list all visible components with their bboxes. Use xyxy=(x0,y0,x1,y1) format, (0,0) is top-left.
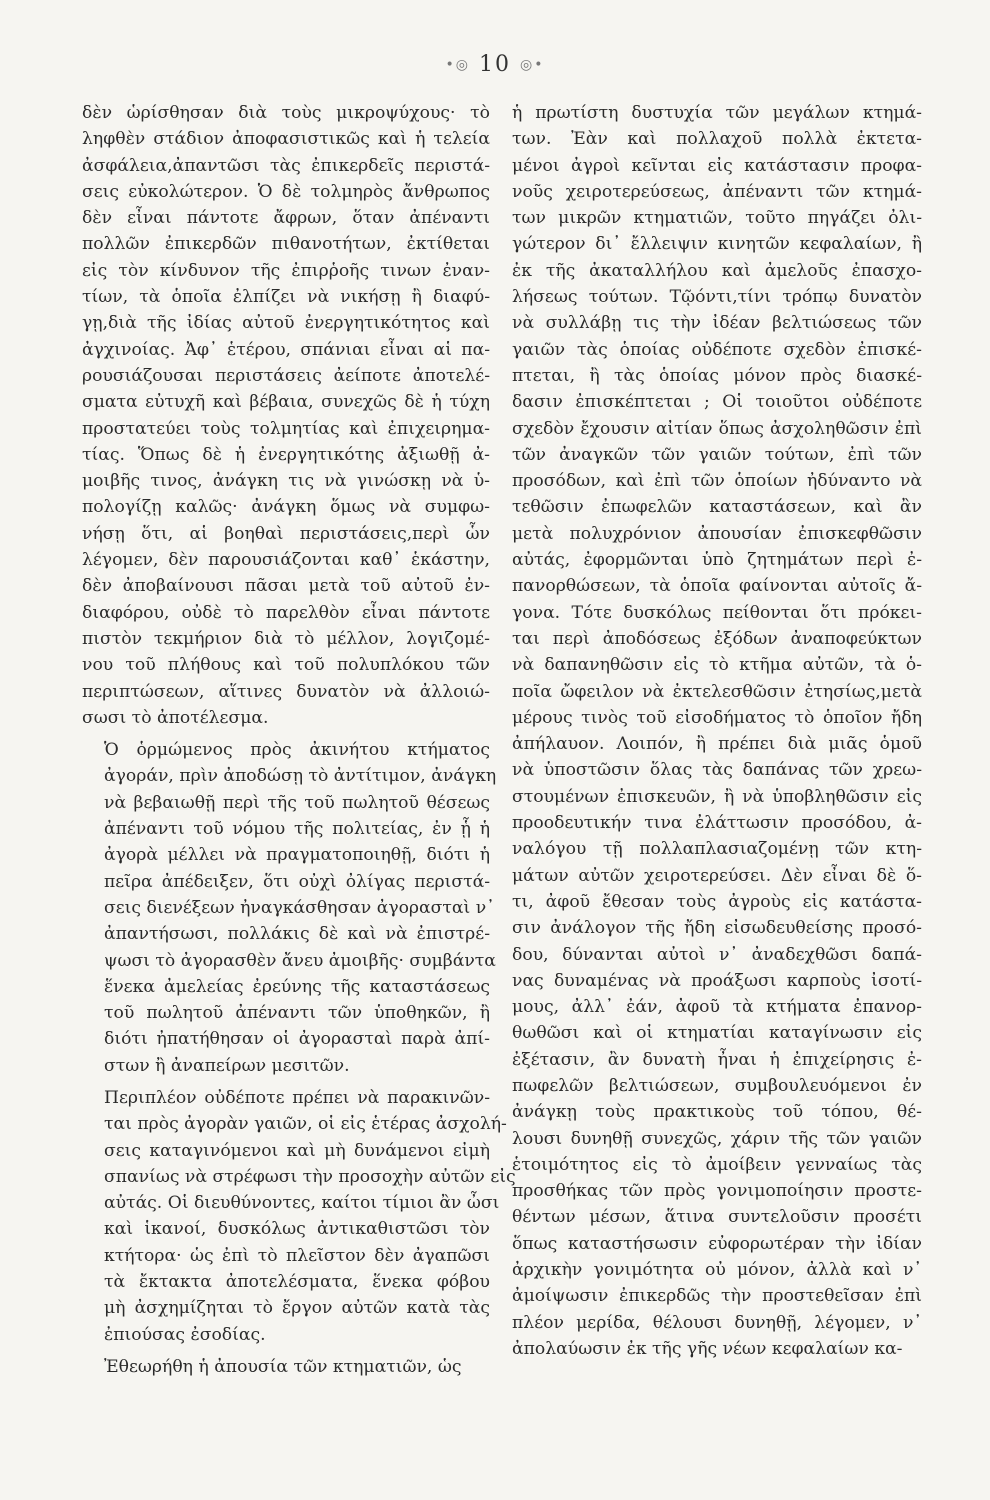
text-line: θέντων μέσων, ἅτινα συντελοῦσιν προσέτι xyxy=(512,1207,922,1228)
text-line: ληφθὲν στάδιον ἀποφασιστικῶς καὶ ἡ τελεία xyxy=(82,129,490,150)
text-line: κτήτορα· ὡς ἐπὶ τὸ πλεῖστον δὲν ἀγαπῶσι xyxy=(104,1245,490,1266)
ornament-right-icon: ◎• xyxy=(520,57,545,73)
text-line: ἀμοίψωσιν ἐπικερδῶς τὴν προστεθεῖσαν ἐπὶ xyxy=(512,1286,922,1307)
paragraph xyxy=(82,1354,490,1380)
text-line: Περιπλέον οὐδέποτε πρέπει νὰ παρακινῶν- xyxy=(104,1087,490,1108)
text-line: Ἐθεωρήθη ἡ ἀπουσία τῶν κτηματιῶν, ὡς xyxy=(104,1356,462,1377)
text-line: ναλόγου τῇ πολλαπλασιαζομένῃ τῶν κτη- xyxy=(512,839,922,860)
text-line: ἀρχικὴν γονιμότητα οὐ μόνον, ἀλλὰ καὶ ν᾽ xyxy=(512,1260,922,1281)
text-line: γαιῶν τὰς ὁποίας οὐδέποτε σχεδὸν ἐπισκέ- xyxy=(512,339,922,360)
text-line: προστατεύει τοὺς τολμητίας καὶ ἐπιχειρημα- xyxy=(82,418,490,439)
text-line: προσθήκας τῶν πρὸς γονιμοποίησιν προστε- xyxy=(512,1181,922,1202)
text-line: νήσῃ ὅτι, αἱ βοηθαὶ περιστάσεις,περὶ ὧν xyxy=(82,523,490,544)
text-line: δὲν ὡρίσθησαν διὰ τοὺς μικροψύχους· τὸ xyxy=(82,103,490,123)
text-line: μους, ἀλλ᾽ ἐάν, ἀφοῦ τὰ κτήματα ἐπανορ- xyxy=(512,997,922,1018)
text-line: δὲν ἀποβαίνουσι πᾶσαι μετὰ τοῦ αὐτοῦ ἐν- xyxy=(82,576,490,597)
text-line: τίων, τὰ ὁποῖα ἐλπίζει νὰ νικήσῃ ἢ διαφύ- xyxy=(82,287,490,308)
right-column xyxy=(512,100,922,1362)
text-line: δου, δύνανται αὐτοὶ ν᾽ ἀναδεχθῶσι δαπά- xyxy=(512,944,922,965)
page-number: 10 xyxy=(479,52,511,77)
text-line: ἀπέναντι τοῦ νόμου τῆς πολιτείας, ἐν ᾗ ἡ xyxy=(104,819,490,840)
ornament-left-icon: •◎ xyxy=(445,57,470,73)
paragraph xyxy=(82,1085,516,1348)
text-line: πωφελῶν βελτιώσεων, συμβουλευόμενοι ἐν xyxy=(512,1075,922,1096)
text-line: νὰ ὑποστῶσιν ὅλας τὰς δαπάνας τῶν χρεω- xyxy=(512,760,922,781)
text-line: στων ἢ ἀναπείρων μεσιτῶν. xyxy=(104,1055,350,1076)
text-line: τὰ ἔκτακτα ἀποτελέσματα, ἕνεκα φόβου xyxy=(104,1272,490,1293)
text-line: ἀγχινοίας. Ἀφ᾽ ἑτέρου, σπάνιαι εἶναι αἱ πα- xyxy=(82,339,490,360)
text-line: νας δυναμένας νὰ προάξωσι καρποὺς ἰσοτί- xyxy=(512,970,922,991)
text-line: γῃ,διὰ τῆς ἰδίας αὐτοῦ ἐνεργητικότητος καὶ xyxy=(82,313,490,334)
text-line: θωθῶσι καὶ οἱ κτηματίαι καταγίνωσιν εἰς xyxy=(512,1023,922,1044)
text-line: σεις καταγινόμενοι καὶ μὴ δυνάμενοι εἰμὴ xyxy=(104,1140,490,1161)
text-line: περιπτώσεων, αἵτινες δυνατὸν νὰ ἀλλοιώ- xyxy=(82,681,490,702)
paragraph xyxy=(82,737,497,1079)
text-line: λέγομεν, δὲν παρουσιάζονται καθ᾽ ἑκάστην, xyxy=(82,550,490,571)
text-line: ἐκ τῆς ἀκαταλλήλου καὶ ἀμελοῦς ἐπασχο- xyxy=(512,260,922,281)
text-line: ἀνάγκῃ τοὺς πρακτικοὺς τοῦ τόπου, θέ- xyxy=(512,1102,922,1123)
text-line: ψωσι τὸ ἀγορασθὲν ἄνευ ἀμοιβῆς· συμβάντα xyxy=(104,950,496,971)
text-line: διότι ἠπατήθησαν οἱ ἀγορασταὶ παρὰ ἀπί- xyxy=(104,1029,490,1050)
text-line: σπανίως νὰ στρέφωσι τὴν προσοχὴν αὐτῶν εἰς xyxy=(104,1166,516,1187)
text-line: γώτερον δι᾽ ἔλλειψιν κινητῶν κεφαλαίων, ἢ xyxy=(512,234,922,255)
text-line: σωσι τὸ ἀποτέλεσμα. xyxy=(82,707,269,728)
text-line: προσόδων, καὶ ἐπὶ τῶν ὁποίων ἠδύναντο νὰ xyxy=(512,471,922,492)
text-line: των. Ἐὰν καὶ πολλαχοῦ πολλὰ ἐκτετα- xyxy=(512,129,922,150)
text-line: μὴ ἀσχημίζηται τὸ ἔργον αὐτῶν κατὰ τὰς xyxy=(104,1298,490,1319)
text-line: ἕνεκα ἀμελείας ἐρεύνης τῆς καταστάσεως xyxy=(104,976,490,997)
text-line: τῶν ἀναγκῶν τῶν γαιῶν τούτων, ἐπὶ τῶν xyxy=(512,444,922,465)
text-line: ἀγοράν, πρὶν ἀποδώσῃ τὸ ἀντίτιμον, ἀνάγκη xyxy=(104,766,497,787)
text-line: πολλῶν ἐπικερδῶν πιθανοτήτων, ἐκτίθεται xyxy=(82,234,490,255)
text-line: πεῖρα ἀπέδειξεν, ὅτι οὐχὶ ὀλίγας περιστά- xyxy=(104,871,490,892)
text-line: μοιβῆς τινος, ἀνάγκη τις νὰ γινώσκῃ νὰ ὑ- xyxy=(82,471,490,492)
text-line: ἡ πρωτίστη δυστυχία τῶν μεγάλων κτημά- xyxy=(512,103,922,123)
text-line: ἐξέτασιν, ἂν δυνατὴ ἦναι ἡ ἐπιχείρησις ἐ- xyxy=(512,1049,922,1070)
text-line: ποῖα ὤφειλον νὰ ἐκτελεσθῶσιν ἐτησίως,μετὰ xyxy=(512,681,922,702)
text-line: λήσεως τούτων. Τῷόντι,τίνι τρόπῳ δυνατὸν xyxy=(512,287,922,308)
text-line: ται πρὸς ἀγορὰν γαιῶν, οἱ εἰς ἑτέρας ἀσχολή- xyxy=(104,1114,507,1135)
text-line: πανορθώσεων, τὰ ὁποῖα φαίνονται αὐτοῖς ἄ- xyxy=(512,576,922,597)
text-line: μάτων αὐτῶν χειροτερεύσει. Δὲν εἶναι δὲ ὅ- xyxy=(512,865,922,886)
text-line: ται περὶ ἀποδόσεως ἐξόδων ἀναποφεύκτων xyxy=(512,628,922,649)
text-line: καὶ ἱκανοί, δυσκόλως ἀντικαθιστῶσι τὸν xyxy=(104,1219,490,1240)
text-line: στουμένων ἐπισκευῶν, ἢ νὰ ὑποβληθῶσιν εἰς xyxy=(512,786,922,807)
text-line: τι, ἀφοῦ ἔθεσαν τοὺς ἀγροὺς εἰς κατάστα- xyxy=(512,891,922,912)
text-line: σεις εὐκολώτερον. Ὁ δὲ τολμηρὸς ἄνθρωπος xyxy=(82,181,490,202)
text-line: λουσι δυνηθῇ συνεχῶς, χάριν τῆς τῶν γαιῶν xyxy=(512,1128,922,1149)
text-line: ὅπως καταστήσωσιν εὐφορωτέραν τὴν ἰδίαν xyxy=(512,1233,922,1254)
page-header xyxy=(0,52,990,77)
text-line: αὐτάς. Οἱ διευθύνοντες, καίτοι τίμιοι ἂν ὦσι xyxy=(104,1193,500,1214)
text-line: αὐτάς, ἐφορμῶνται ὑπὸ ζητημάτων περὶ ἐ- xyxy=(512,550,922,571)
paragraph xyxy=(512,100,922,1362)
text-line: σματα εὐτυχῆ καὶ βέβαια, συνεχῶς δὲ ἡ τύχη xyxy=(82,392,490,413)
text-line: ἀγορὰ μέλλει νὰ πραγματοποιηθῇ, διότι ἡ xyxy=(104,845,490,866)
left-column xyxy=(82,100,516,1380)
text-line: πιστὸν τεκμήριον διὰ τὸ μέλλον, λογιζομέ- xyxy=(82,628,490,649)
text-line: μετὰ πολυχρόνιον ἀπουσίαν ἐπισκεφθῶσιν xyxy=(512,523,922,544)
text-line: νοῦς χειροτερεύσεως, ἀπέναντι τῶν κτημά- xyxy=(512,181,922,202)
text-line: διαφόρου, οὐδὲ τὸ παρελθὸν εἶναι πάντοτε xyxy=(82,602,490,623)
text-line: νὰ δαπανηθῶσιν εἰς τὸ κτῆμα αὐτῶν, τὰ ὁ- xyxy=(512,655,922,676)
text-line: ἑτοιμότητος εἰς τὸ ἀμοίβειν γενναίως τὰς xyxy=(512,1154,922,1175)
text-line: των μικρῶν κτηματιῶν, τοῦτο πηγάζει ὀλι- xyxy=(512,208,922,229)
text-line: ἀπολαύωσιν ἐκ τῆς γῆς νέων κεφαλαίων κα- xyxy=(512,1338,903,1359)
text-line: δὲν εἶναι πάντοτε ἄφρων, ὅταν ἀπέναντι xyxy=(82,208,490,229)
text-line: πολογίζῃ καλῶς· ἀνάγκη ὅμως νὰ συμφω- xyxy=(82,497,490,518)
text-line: τεθῶσιν ἐπωφελῶν καταστάσεων, καὶ ἂν xyxy=(512,497,922,518)
text-line: Ὁ ὁρμώμενος πρὸς ἀκινήτου κτήματος xyxy=(104,740,490,761)
text-line: σεις διενέξεων ἠναγκάσθησαν ἀγορασταὶ ν᾽ xyxy=(104,897,495,918)
text-line: ρουσιάζουσαι περιστάσεις ἀείποτε ἀποτελέ- xyxy=(82,365,490,386)
text-line: νὰ βεβαιωθῇ περὶ τῆς τοῦ πωλητοῦ θέσεως xyxy=(104,792,490,813)
text-line: προοδευτικήν τινα ἐλάττωσιν προσόδου, ἀ- xyxy=(512,813,922,834)
text-line: μένοι ἀγροὶ κεῖνται εἰς κατάστασιν προφα- xyxy=(512,155,922,176)
text-line: ἐπιούσας ἐσοδίας. xyxy=(104,1324,266,1345)
text-line: τίας. Ὅπως δὲ ἡ ἐνεργητικότης ἀξιωθῇ ἀ- xyxy=(82,444,490,465)
paragraph xyxy=(82,100,490,731)
text-line: πτεται, ἢ τὰς ὁποίας μόνον πρὸς διασκέ- xyxy=(512,365,922,386)
text-line: σιν ἀνάλογον τῆς ἤδη εἰσωδευθείσης προσό- xyxy=(512,918,922,939)
text-line: νου τοῦ πλήθους καὶ τοῦ πολυπλόκου τῶν xyxy=(82,655,490,676)
text-line: σχεδὸν ἔχουσιν αἰτίαν ὅπως ἀσχοληθῶσιν ἐπὶ xyxy=(512,418,922,439)
text-line: ἀπήλαυον. Λοιπόν, ἢ πρέπει διὰ μιᾶς ὁμοῦ xyxy=(512,734,922,755)
text-line: ἀπαντήσωσι, πολλάκις δὲ καὶ νὰ ἐπιστρέ- xyxy=(104,924,490,945)
text-line: μέρους τινὸς τοῦ εἰσοδήματος τὸ ὁποῖον ἤδη xyxy=(512,707,922,728)
text-line: νὰ συλλάβῃ τις τὴν ἰδέαν βελτιώσεως τῶν xyxy=(512,313,922,334)
text-line: δασιν ἐπισκέπτεται ; Οἱ τοιοῦτοι οὐδέποτε xyxy=(512,392,922,413)
text-line: ἀσφάλεια,ἀπαντῶσι τὰς ἐπικερδεῖς περιστά- xyxy=(82,155,490,176)
text-line: πλέον μερίδα, θέλουσι δυνηθῇ, λέγομεν, ν᾽ xyxy=(512,1312,922,1333)
text-line: τοῦ πωλητοῦ ἀπέναντι τῶν ὑποθηκῶν, ἢ xyxy=(104,1003,490,1024)
text-line: γονα. Τότε δυσκόλως πείθονται ὅτι πρόκει- xyxy=(512,602,922,623)
text-line: εἰς τὸν κίνδυνον τῆς ἐπιρῥοῆς τινων ἐναν- xyxy=(82,260,490,281)
